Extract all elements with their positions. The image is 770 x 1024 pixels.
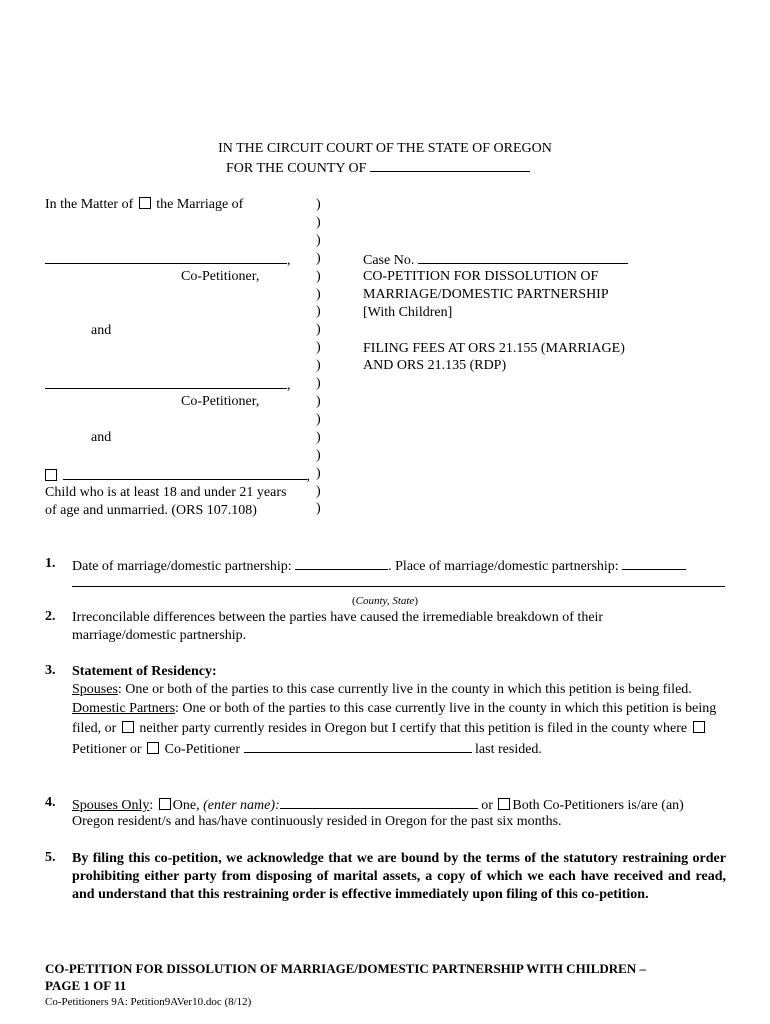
child-desc-2: of age and unmarried. (ORS 107.108)	[45, 503, 257, 518]
case-no-line: Case No.	[363, 250, 628, 269]
county-field[interactable]	[370, 158, 530, 172]
marriage-date-place-line: Date of marriage/domestic partnership: . Place of marriage/domestic partnership:	[72, 556, 686, 575]
item-number: 4.	[45, 795, 56, 810]
spouses-only-line: Spouses Only: One, (enter name): or Both Co-Petitioners is/are (an)	[72, 795, 684, 814]
child-checkbox[interactable]	[45, 469, 57, 481]
party1-name-line: ,	[45, 250, 291, 269]
item-number: 5.	[45, 850, 56, 865]
marriage-checkbox[interactable]	[139, 197, 151, 209]
court-heading: IN THE CIRCUIT COURT OF THE STATE OF OREGON	[218, 141, 552, 156]
county-state-caption: (County, State)	[351, 595, 418, 607]
and-label: and	[91, 323, 112, 338]
and-label: and	[91, 430, 112, 445]
residency-section	[72, 663, 727, 760]
footer-page: PAGE 1 OF 11	[45, 978, 127, 993]
item-number: 2.	[45, 609, 56, 624]
party1-name-field[interactable]	[45, 250, 287, 264]
footer-file: Co-Petitioners 9A: Petition9AVer10.doc (8/12)	[45, 996, 252, 1008]
neither-party-checkbox[interactable]	[122, 721, 134, 733]
filing-fees-2: AND ORS 21.135 (RDP)	[363, 358, 507, 373]
last-resided-county-field[interactable]	[244, 739, 472, 753]
petition-title-1: CO-PETITION FOR DISSOLUTION OF	[363, 269, 599, 284]
both-spouses-checkbox[interactable]	[498, 798, 510, 810]
petition-title-2: MARRIAGE/DOMESTIC PARTNERSHIP	[363, 287, 609, 302]
marriage-place-field-2[interactable]	[72, 573, 725, 592]
case-no-field[interactable]	[418, 250, 628, 264]
residency-heading: Statement of Residency:	[72, 664, 217, 679]
oregon-residency-text: Oregon resident/s and has/have continuously resided in Oregon for the past six months.	[72, 814, 562, 829]
child-desc-1: Child who is at least 18 and under 21 years	[45, 485, 287, 500]
spouses-residency: Spouses: One or both of the parties to this case currently live in the county in which this petition is being filed.	[72, 682, 692, 697]
footer-title: CO-PETITION FOR DISSOLUTION OF MARRIAGE/DOMESTIC PARTNERSHIP WITH CHILDREN –	[45, 961, 646, 976]
marriage-place-field[interactable]	[622, 556, 686, 570]
child-name-field[interactable]	[63, 466, 307, 480]
matter-line: In the Matter of the Marriage of	[45, 197, 244, 212]
irreconcilable-text: Irreconcilable differences between the parties have caused the irremediable breakdown of their marriage/domestic partnership.	[72, 610, 604, 643]
resident-name-field[interactable]	[280, 795, 478, 809]
item-number: 3.	[45, 663, 56, 678]
party1-role: Co-Petitioner,	[181, 269, 260, 284]
co-petitioner-checkbox[interactable]	[147, 742, 159, 754]
child-name-line: ,	[45, 466, 310, 485]
marriage-date-field[interactable]	[295, 556, 388, 570]
petition-title-3: [With Children]	[363, 305, 453, 320]
petitioner-checkbox[interactable]	[693, 721, 705, 733]
caption-paren-column: ) ) ) ) ) ) ) ) ) ) ) ) ) ) ) ) ) )	[316, 197, 321, 517]
party2-role: Co-Petitioner,	[181, 394, 260, 409]
one-spouse-checkbox[interactable]	[159, 798, 171, 810]
item-number: 1.	[45, 556, 56, 571]
county-line: FOR THE COUNTY OF	[226, 158, 530, 177]
dp-residency: Domestic Partners: One or both of the parties to this case currently live in the county in which this petition is being filed, or neither party currently resides in Oregon but I certify that this petition is filed in the county where Petitioner or Co-Petitioner last resided.	[72, 701, 717, 757]
filing-fees-1: FILING FEES AT ORS 21.155 (MARRIAGE)	[363, 341, 625, 356]
restraining-order-text: By filing this co-petition, we acknowledge that we are bound by the terms of the statutory restraining order prohibiting either party from disposing of marital assets, a copy of which we each have received and read, and understand that this restraining order is effective immediately upon filing of this co-petition.	[72, 851, 726, 902]
party2-name-line: ,	[45, 375, 291, 394]
party2-name-field[interactable]	[45, 375, 287, 389]
